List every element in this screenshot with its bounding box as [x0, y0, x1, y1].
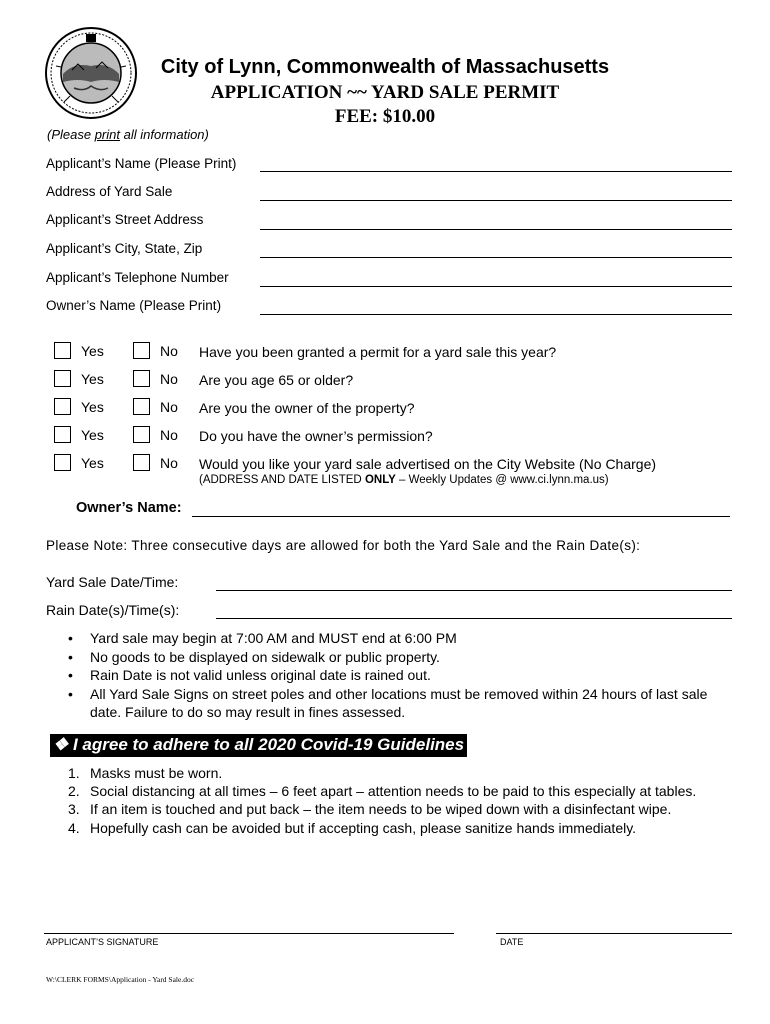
no-checkbox[interactable]: [133, 342, 150, 359]
question-text: Have you been granted a permit for a yard sale this year?: [199, 344, 557, 360]
list-item: 3. If an item is touched and put back – the item needs to be wiped down with a disinfectant wipe.: [68, 801, 672, 818]
file-path-footer: W:\CLERK FORMS\Application - Yard Sale.doc: [46, 975, 195, 984]
street-address-label: Applicant’s Street Address: [46, 212, 204, 227]
no-label: No: [160, 399, 178, 415]
fee-text: FEE: $10.00: [334, 106, 436, 127]
owner-name-field[interactable]: [260, 314, 732, 315]
question-text: Would you like your yard sale advertised on the City Website (No Charge): [199, 456, 657, 472]
list-item: 2. Social distancing at all times – 6 feet apart – attention needs to be paid to this especially at tables.: [68, 783, 697, 800]
yes-label: Yes: [81, 399, 104, 415]
list-item: • All Yard Sale Signs on street poles and other locations must be removed within 24 hours of last sale date. Failure to do so may result in fines assessed.: [68, 685, 708, 720]
yes-checkbox[interactable]: [54, 342, 71, 359]
rules-list: [68, 629, 738, 722]
rain-date-label: Rain Date(s)/Time(s):: [46, 602, 180, 618]
telephone-field[interactable]: [260, 286, 732, 287]
no-label: No: [160, 343, 178, 359]
yes-checkbox[interactable]: [54, 370, 71, 387]
no-checkbox[interactable]: [133, 454, 150, 471]
yes-checkbox[interactable]: [54, 426, 71, 443]
yes-checkbox[interactable]: [54, 398, 71, 415]
yes-label: Yes: [81, 455, 104, 471]
yard-sale-date-label: Yard Sale Date/Time:: [46, 574, 179, 590]
no-checkbox[interactable]: [133, 398, 150, 415]
city-state-zip-field[interactable]: [260, 257, 732, 258]
website-listing-note: (ADDRESS AND DATE LISTED ONLY – Weekly Updates @ www.ci.lynn.ma.us): [199, 474, 609, 486]
covid-guidelines-banner: ❖ I agree to adhere to all 2020 Covid-19 Guidelines: [50, 734, 467, 757]
city-seal-logo: [44, 26, 138, 120]
signature-date-field[interactable]: [496, 933, 732, 934]
applicant-name-label: Applicant’s Name (Please Print): [46, 156, 237, 171]
street-address-field[interactable]: [260, 229, 732, 230]
list-item: • Yard sale may begin at 7:00 AM and MUST end at 6:00 PM: [68, 630, 457, 646]
yes-label: Yes: [81, 427, 104, 443]
question-text: Are you age 65 or older?: [199, 372, 354, 388]
consecutive-days-note: Please Note: Three consecutive days are allowed for both the Yard Sale and the Rain Date(s):: [46, 538, 641, 553]
applicant-signature-label: APPLICANT’S SIGNATURE: [46, 937, 159, 947]
application-title: APPLICATION ~~ YARD SALE PERMIT: [210, 82, 560, 103]
yes-checkbox[interactable]: [54, 454, 71, 471]
list-item: • Rain Date is not valid unless original date is rained out.: [68, 667, 431, 683]
owner-signature-field[interactable]: [192, 516, 730, 517]
no-checkbox[interactable]: [133, 370, 150, 387]
owner-name-label: Owner’s Name (Please Print): [46, 298, 222, 313]
yard-sale-address-label: Address of Yard Sale: [46, 184, 173, 199]
covid-rules-list: [68, 764, 748, 837]
city-state-zip-label: Applicant’s City, State, Zip: [46, 241, 203, 256]
yard-sale-address-field[interactable]: [260, 200, 732, 201]
list-item: • No goods to be displayed on sidewalk or public property.: [68, 648, 440, 665]
signature-date-label: DATE: [500, 937, 524, 947]
applicant-signature-field[interactable]: [44, 933, 454, 934]
yard-sale-date-field[interactable]: [216, 590, 732, 591]
telephone-label: Applicant’s Telephone Number: [46, 270, 229, 285]
no-label: No: [160, 371, 178, 387]
yes-label: Yes: [81, 343, 104, 359]
question-text: Do you have the owner’s permission?: [199, 428, 433, 444]
applicant-name-field[interactable]: [260, 171, 732, 172]
no-label: No: [160, 427, 178, 443]
city-title: City of Lynn, Commonwealth of Massachusetts: [160, 56, 610, 78]
print-instruction: (Please print all information): [47, 127, 209, 142]
rain-date-field[interactable]: [216, 618, 732, 619]
no-label: No: [160, 455, 178, 471]
question-text: Are you the owner of the property?: [199, 400, 415, 416]
list-item: 4. Hopefully cash can be avoided but if accepting cash, please sanitize hands immediately.: [68, 819, 637, 836]
yes-label: Yes: [81, 371, 104, 387]
list-item: 1. Masks must be worn.: [68, 765, 223, 781]
no-checkbox[interactable]: [133, 426, 150, 443]
owner-name-heading: Owner’s Name:: [76, 500, 182, 516]
